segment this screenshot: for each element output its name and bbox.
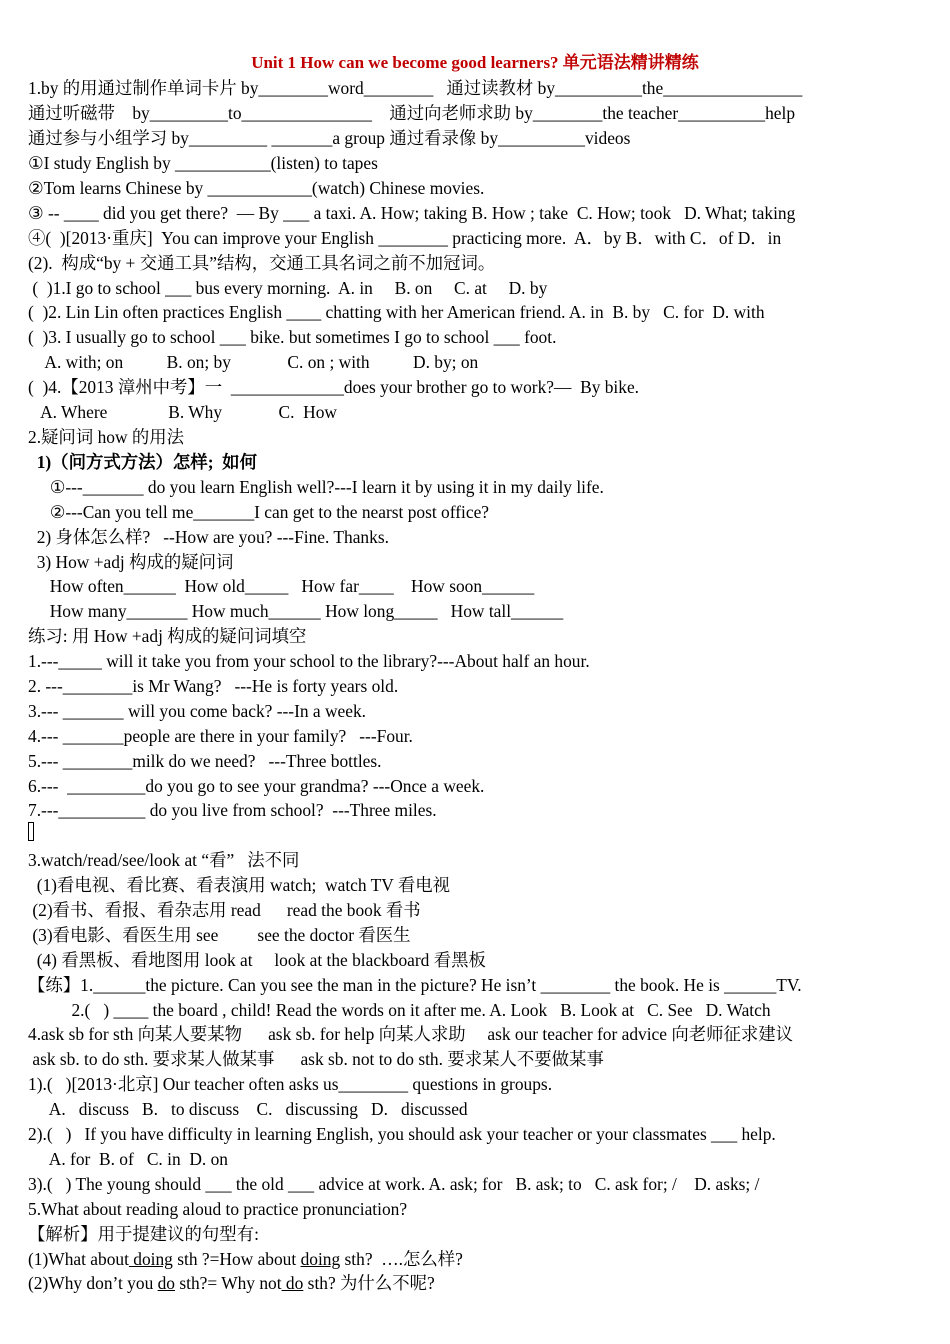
- rule-line: (2). 构成“by + 交通工具”结构，交通工具名词之前不加冠词。: [28, 253, 496, 273]
- pattern-text: (2)Why don’t you: [28, 1273, 158, 1293]
- example-line: ②---Can you tell me_______I can get to the nearst post office?: [28, 502, 490, 522]
- exercise-line: 2.( ) ____ the board , child! Read the words on it after me. A. Look B. Look at C. See D. Watch: [28, 1000, 771, 1020]
- page-title: Unit 1 How can we become good learners? 单元语法精讲精练: [251, 53, 699, 72]
- pattern-text: (1)What about: [28, 1249, 129, 1269]
- exercise-line: ( )3. I usually go to school ___ bike. but sometimes I go to school ___ foot.: [28, 327, 557, 347]
- exercise-line: 7.---__________ do you live from school? ---Three miles.: [28, 800, 437, 820]
- exercise-line: 5.--- ________milk do we need? ---Three bottles.: [28, 751, 382, 771]
- exercise-line: 6.--- _________do you go to see your grandma? ---Once a week.: [28, 776, 485, 796]
- exercise-line: ( )1.I go to school ___ bus every morning. A. in B. on C. at D. by: [28, 278, 548, 298]
- pattern-keyword: doing: [300, 1249, 341, 1269]
- exercise-line: 2).( ) If you have difficulty in learning English, you should ask your teacher or your classmates ___ help.: [28, 1124, 776, 1144]
- analysis-heading: 【解析】用于提建议的句型有:: [28, 1224, 259, 1244]
- example-line: ①---_______ do you learn English well?---I learn it by using it in my daily life.: [28, 477, 604, 497]
- pattern-text: sth ?=How about: [172, 1249, 301, 1269]
- pattern-keyword: do: [281, 1273, 304, 1293]
- exercise-line: ( )2. Lin Lin often practices English ____ chatting with her American friend. A. in B. by C. for D. with: [28, 302, 765, 322]
- pattern-text: sth? ….怎么样?: [340, 1249, 463, 1269]
- rule-line: (2)看书、看报、看杂志用 read read the book 看书: [28, 900, 421, 920]
- rule-line: (1)看电视、看比赛、看表演用 watch; watch TV 看电视: [28, 875, 451, 895]
- rule-line: (4) 看黑板、看地图用 look at look at the blackboard 看黑板: [28, 950, 486, 970]
- options-line: A. with; on B. on; by C. on ; with D. by; on: [28, 352, 479, 372]
- practice-heading: 练习: 用 How +adj 构成的疑问词填空: [28, 626, 307, 646]
- pattern-text: sth?= Why not: [175, 1273, 282, 1293]
- subheading: 2) 身体怎么样? --How are you? ---Fine. Thanks.: [28, 527, 389, 547]
- exercise-line: ④( )[2013·重庆] You can improve your English ________ practicing more. A．by B．with C．of D．in: [28, 228, 782, 248]
- exercise-line: ②Tom learns Chinese by ____________(watch) Chinese movies.: [28, 178, 485, 198]
- exercise-line: 3).( ) The young should ___ the old ___ advice at work. A. ask; for B. ask; to C. ask for; / D. asks; /: [28, 1174, 760, 1194]
- options-line: A. discuss B. to discuss C. discussing D. discussed: [28, 1099, 468, 1119]
- exercise-line: ③ -- ____ did you get there? — By ___ a taxi. A. How; taking B. How ; take C. How; took D. What; taking: [28, 203, 796, 223]
- rule-line: ask sb. to do sth. 要求某人做某事 ask sb. not to do sth. 要求某人不要做某事: [28, 1049, 604, 1069]
- rule-line: (3)看电影、看医生用 see see the doctor 看医生: [28, 925, 411, 945]
- section-heading: 3.watch/read/see/look at “看” 法不同: [28, 850, 300, 870]
- exercise-line: 3.--- _______ will you come back? ---In a week.: [28, 701, 367, 721]
- pattern-keyword: do: [157, 1273, 175, 1293]
- exercise-line: 【练】1.______the picture. Can you see the man in the picture? He isn’t ________ the book. He is ______TV.: [28, 975, 802, 995]
- how-words-line: How many_______ How much______ How long_____ How tall______: [28, 601, 564, 621]
- options-line: A. Where B. Why C. How: [28, 402, 337, 422]
- line-by-usage: 1.by 的用通过制作单词卡片 by________word________ 通过读教材 by__________the________________: [28, 78, 803, 98]
- pattern-keyword: doing: [128, 1249, 173, 1269]
- how-words-line: How often______ How old_____ How far____ How soon______: [28, 576, 535, 596]
- pattern-line: [28, 1247, 463, 1271]
- exercise-line: 1).( )[2013·北京] Our teacher often asks us________ questions in groups.: [28, 1074, 553, 1094]
- exercise-line: 1.---_____ will it take you from your school to the library?---About half an hour.: [28, 651, 590, 671]
- exercise-line: 2. ---________is Mr Wang? ---He is forty years old.: [28, 676, 399, 696]
- exercise-line: 4.--- _______people are there in your family? ---Four.: [28, 726, 413, 746]
- placeholder-box: [28, 822, 34, 841]
- section-heading: 2.疑问词 how 的用法: [28, 427, 185, 447]
- subheading: 3) How +adj 构成的疑问词: [28, 552, 234, 572]
- exercise-line: ( )4.【2013 漳州中考】一 _____________does your brother go to work?— By bike.: [28, 377, 640, 397]
- line-by-tapes: 通过听磁带 by_________to_______________ 通过向老师求助 by________the teacher__________help: [28, 103, 796, 123]
- section-heading: 5.What about reading aloud to practice pronunciation?: [28, 1199, 408, 1219]
- section-heading: 4.ask sb for sth 向某人要某物 ask sb. for help 向某人求助 ask our teacher for advice 向老师征求建议: [28, 1024, 794, 1044]
- exercise-line: ①I study English by ___________(listen) to tapes: [28, 153, 378, 173]
- line-by-group: 通过参与小组学习 by_________ _______a group 通过看录像 by__________videos: [28, 128, 631, 148]
- subheading: 1)（问方式方法）怎样; 如何: [28, 452, 257, 472]
- pattern-text: sth? 为什么不呢?: [303, 1273, 435, 1293]
- options-line: A. for B. of C. in D. on: [28, 1149, 228, 1169]
- pattern-line: [28, 1271, 435, 1295]
